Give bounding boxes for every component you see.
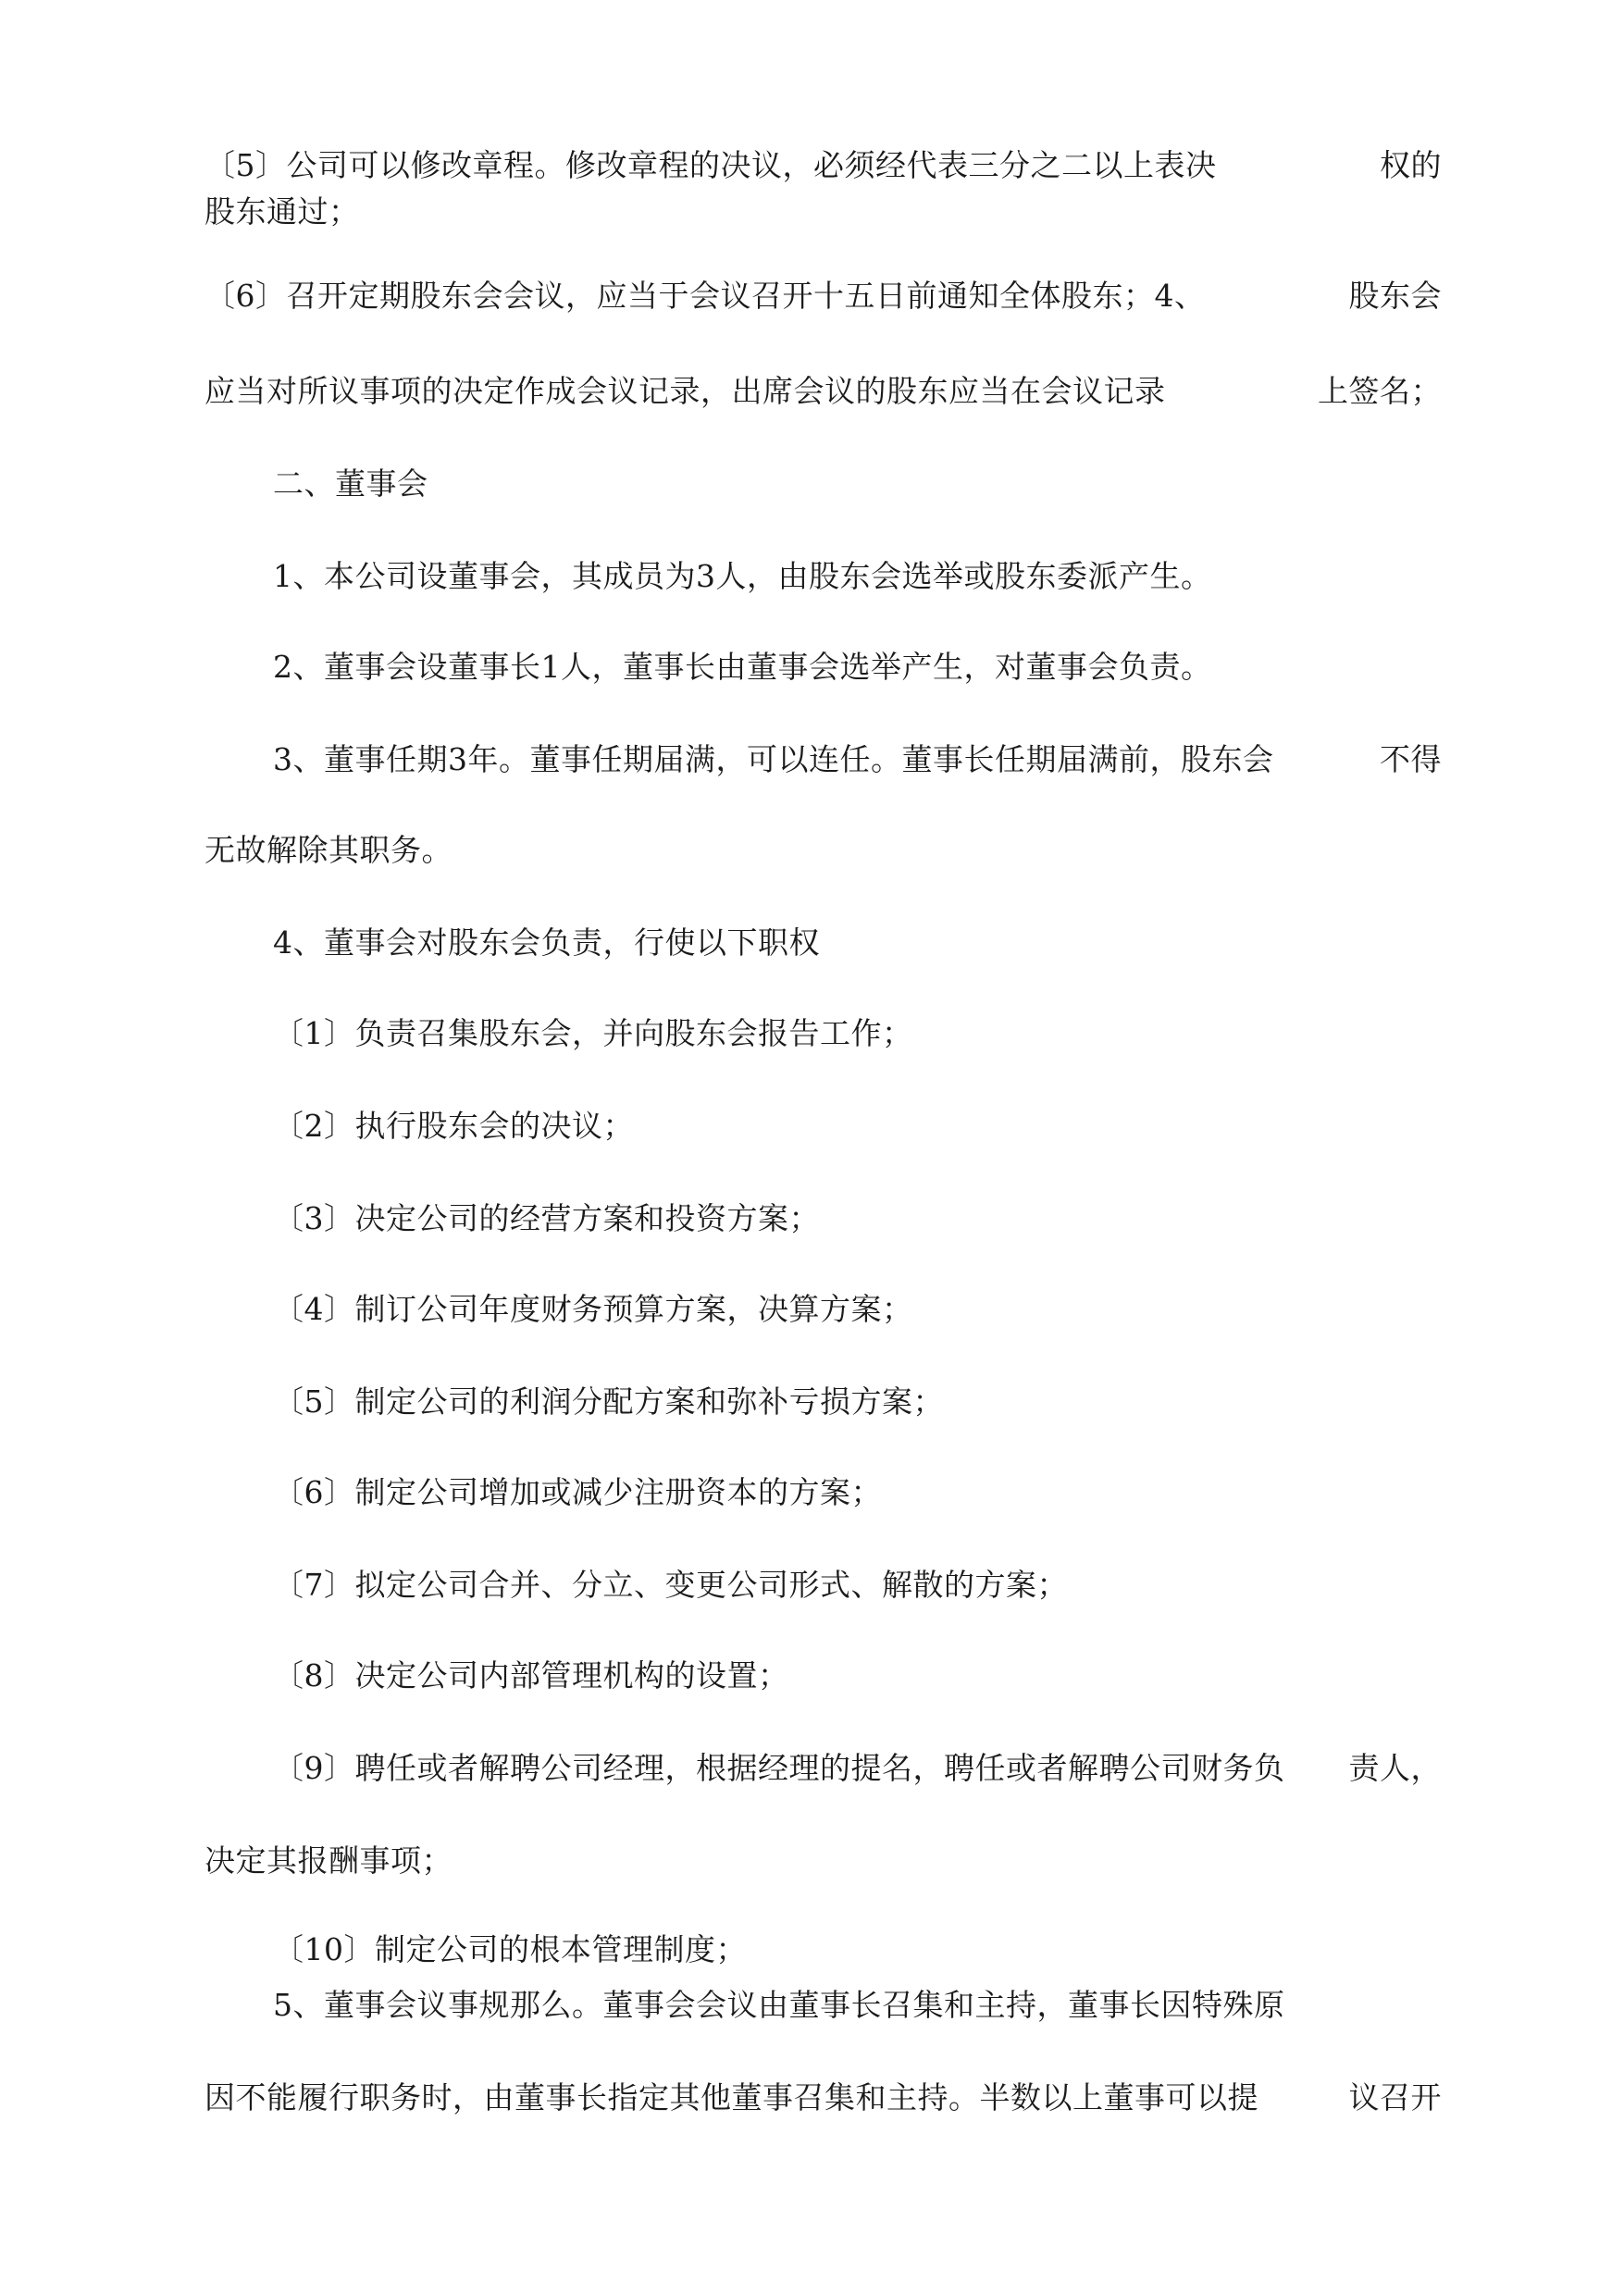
text-line: 2、董事会设董事长1人，董事长由董事会选举产生，对董事会负责。 [273, 649, 1212, 685]
list-item: 〔1〕负责召集股东会，并向股东会报告工作； [273, 1015, 913, 1051]
text-line: 应当对所议事项的决定作成会议记录，出席会议的股东应当在会议记录 上签名； [205, 373, 1442, 409]
text-line: 决定其报酬事项； [205, 1842, 452, 1879]
list-item: 〔6〕制定公司增加或减少注册资本的方案； [273, 1474, 882, 1510]
list-item: 〔8〕决定公司内部管理机构的设置； [273, 1657, 789, 1693]
text-line: 〔6〕召开定期股东会会议，应当于会议召开十五日前通知全体股东；4、 股东会 [205, 278, 1442, 314]
list-item: 〔10〕制定公司的根本管理制度； [273, 1931, 747, 1967]
section-heading: 二、董事会 [273, 465, 428, 502]
list-item: 〔7〕拟定公司合并、分立、变更公司形式、解散的方案； [273, 1567, 1068, 1603]
list-item: 〔9〕聘任或者解聘公司经理，根据经理的提名，聘任或者解聘公司财务负 责人， [273, 1750, 1442, 1786]
text-line: 1、本公司设董事会，其成员为3人，由股东会选举或股东委派产生。 [273, 558, 1212, 594]
list-item: 〔3〕决定公司的经营方案和投资方案； [273, 1200, 820, 1236]
text-line: 3、董事任期3年。董事任期届满，可以连任。董事长任期届满前，股东会 不得 [273, 741, 1442, 777]
text-line: 因不能履行职务时，由董事长指定其他董事召集和主持。半数以上董事可以提 议召开 [205, 2079, 1442, 2115]
text-line: 5、董事会议事规那么。董事会会议由董事长召集和主持，董事长因特殊原 [273, 1987, 1285, 2023]
list-item: 〔2〕执行股东会的决议； [273, 1108, 634, 1144]
list-item: 〔4〕制订公司年度财务预算方案，决算方案； [273, 1291, 913, 1327]
text-line: 无故解除其职务。 [205, 832, 452, 868]
text-line: 〔5〕公司可以修改章程。修改章程的决议，必须经代表三分之二以上表决 权的 [205, 147, 1442, 183]
list-item: 〔5〕制定公司的利润分配方案和弥补亏损方案； [273, 1383, 944, 1420]
text-line: 4、董事会对股东会负责，行使以下职权 [273, 924, 820, 961]
text-line: 股东通过； [205, 193, 360, 230]
